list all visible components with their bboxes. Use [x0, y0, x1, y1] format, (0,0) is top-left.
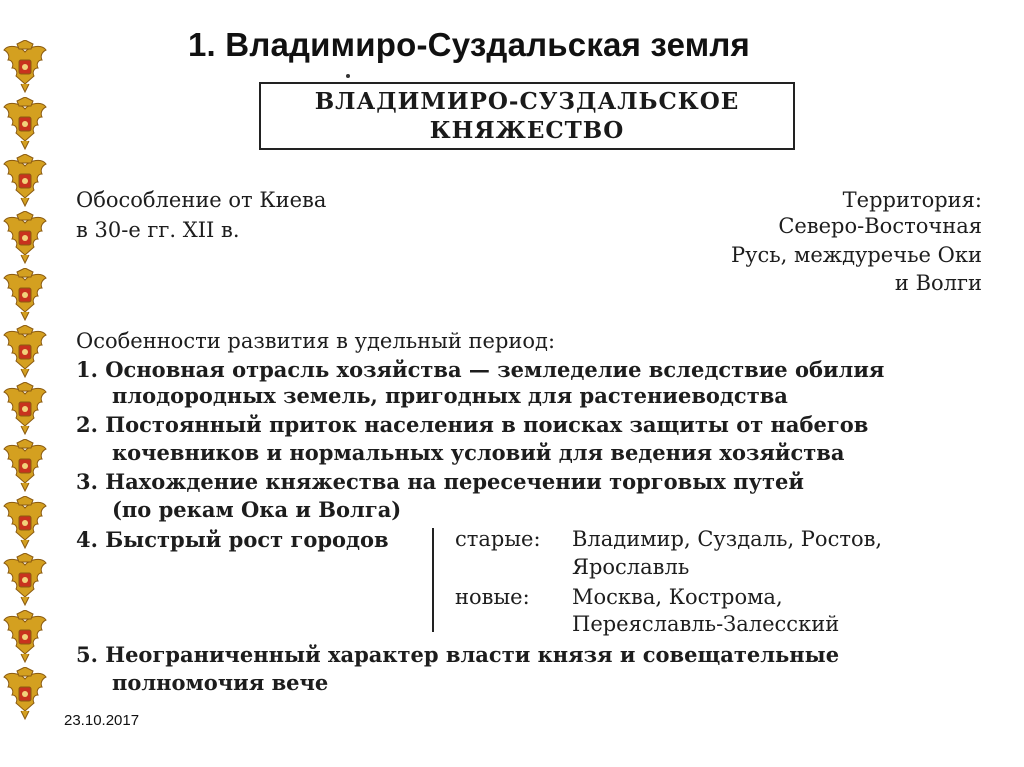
features-heading: Особенности развития в удельный период: [76, 329, 556, 353]
territory-line-1: Территория: [842, 188, 982, 212]
new-cities-line-2: Переяславль-Залесский [572, 612, 840, 636]
feature-2-line-2: кочевников и нормальных условий для ведения хозяйства [112, 440, 845, 465]
territory-line-4: и Волги [894, 271, 982, 295]
decorative-dot [346, 74, 350, 78]
heading-line-2: КНЯЖЕСТВО [429, 117, 625, 144]
feature-2-line-1: 2. Постоянный приток населения в поисках защиты от набегов [76, 412, 869, 437]
coat-of-arms-icon [2, 667, 48, 721]
coat-of-arms-icon [2, 553, 48, 607]
feature-3-line-2: (по рекам Ока и Волга) [112, 497, 402, 522]
new-cities-label: новые: [455, 585, 530, 609]
feature-5-line-2: полномочия вече [112, 670, 329, 695]
feature-4-label: 4. Быстрый рост городов [76, 527, 389, 552]
cities-divider [432, 528, 434, 632]
coat-of-arms-icon [2, 496, 48, 550]
old-cities-line-2: Ярославль [572, 555, 690, 579]
coat-of-arms-icon [2, 325, 48, 379]
heading-line-1: ВЛАДИМИРО-СУЗДАЛЬСКОЕ [314, 88, 740, 115]
feature-5-line-1: 5. Неограниченный характер власти князя и совещательные [76, 642, 840, 667]
new-cities-line-1: Москва, Кострома, [572, 585, 783, 609]
coat-of-arms-icon [2, 268, 48, 322]
separation-line-1: Обособление от Киева [76, 188, 327, 212]
coat-of-arms-icon [2, 211, 48, 265]
separation-line-2: в 30-е гг. XII в. [76, 218, 240, 242]
feature-1-line-1: 1. Основная отрасль хозяйства — земледелие вследствие обилия [76, 357, 885, 382]
old-cities-label: старые: [455, 527, 541, 551]
emblem-strip [0, 40, 52, 730]
coat-of-arms-icon [2, 382, 48, 436]
coat-of-arms-icon [2, 40, 48, 94]
page-title: 1. Владимиро-Суздальская земля [188, 26, 750, 63]
footer-date: 23.10.2017 [64, 712, 140, 729]
principality-heading-box [259, 82, 795, 150]
coat-of-arms-icon [2, 610, 48, 664]
territory-line-2: Северо-Восточная [778, 214, 982, 238]
feature-1-line-2: плодородных земель, пригодных для растениеводства [112, 383, 788, 408]
feature-3-line-1: 3. Нахождение княжества на пересечении торговых путей [76, 469, 804, 494]
coat-of-arms-icon [2, 154, 48, 208]
coat-of-arms-icon [2, 439, 48, 493]
coat-of-arms-icon [2, 97, 48, 151]
territory-line-3: Русь, междуречье Оки [730, 243, 982, 267]
old-cities-line-1: Владимир, Суздаль, Ростов, [572, 527, 883, 551]
